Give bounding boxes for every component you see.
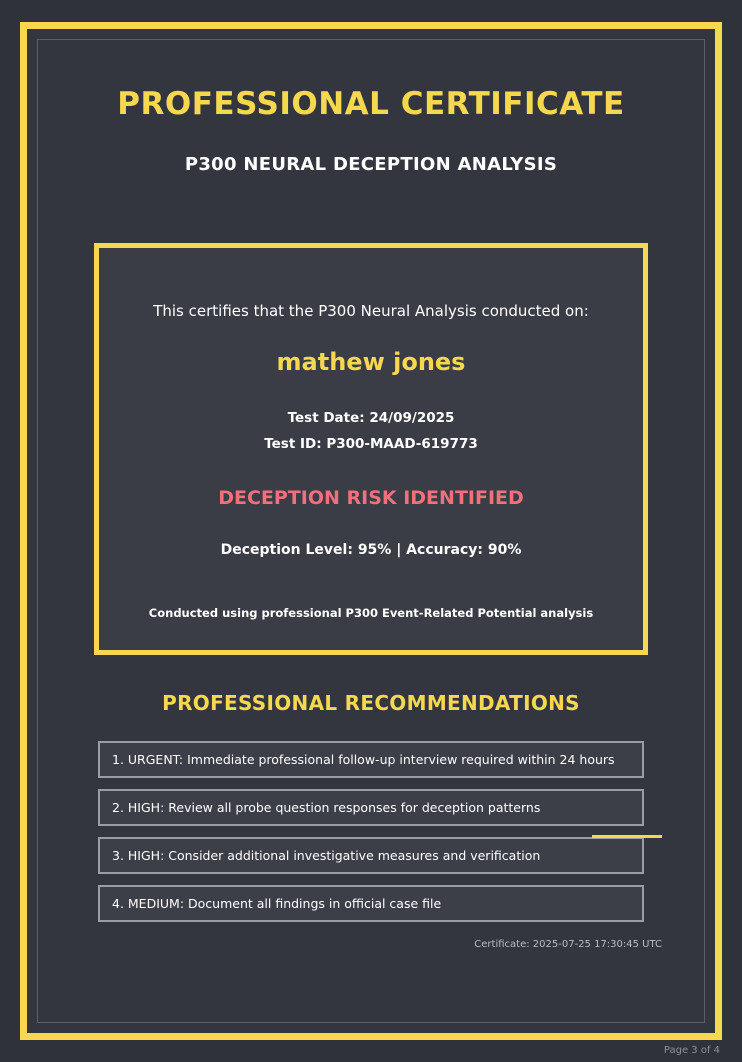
deception-accuracy-levels: Deception Level: 95% | Accuracy: 90% — [220, 542, 522, 558]
test-id: Test ID: P300-MAAD-619773 — [264, 436, 478, 452]
certificate-inner-border — [37, 39, 705, 1023]
recommendations-heading: PROFESSIONAL RECOMMENDATIONS — [162, 691, 580, 715]
list-item: 2. HIGH: Review all probe question responses for deception patterns — [98, 789, 644, 826]
certificate-outer-border — [20, 22, 722, 1040]
test-date: Test Date: 24/09/2025 — [287, 410, 455, 426]
certificate-subtitle: P300 NEURAL DECEPTION ANALYSIS — [184, 154, 558, 175]
page-number: Page 3 of 4 — [663, 1045, 720, 1056]
list-item: 3. HIGH: Consider additional investigative measures and verification — [98, 837, 644, 874]
certifies-statement: This certifies that the P300 Neural Analysis conducted on: — [153, 302, 589, 320]
certificate-title: PROFESSIONAL CERTIFICATE — [117, 86, 625, 122]
subject-name: mathew jones — [276, 348, 466, 376]
list-item: 1. URGENT: Immediate professional follow-up interview required within 24 hours — [98, 741, 644, 778]
certificate-stamp: Certificate: 2025-07-25 17:30:45 UTC — [474, 939, 662, 950]
risk-status-text: DECEPTION RISK IDENTIFIED — [218, 487, 524, 509]
recommendations-list — [98, 741, 644, 922]
methodology-note: Conducted using professional P300 Event-Related Potential analysis — [148, 606, 594, 620]
certificate-main-panel — [94, 243, 648, 655]
list-item: 4. MEDIUM: Document all findings in official case file — [98, 885, 644, 922]
